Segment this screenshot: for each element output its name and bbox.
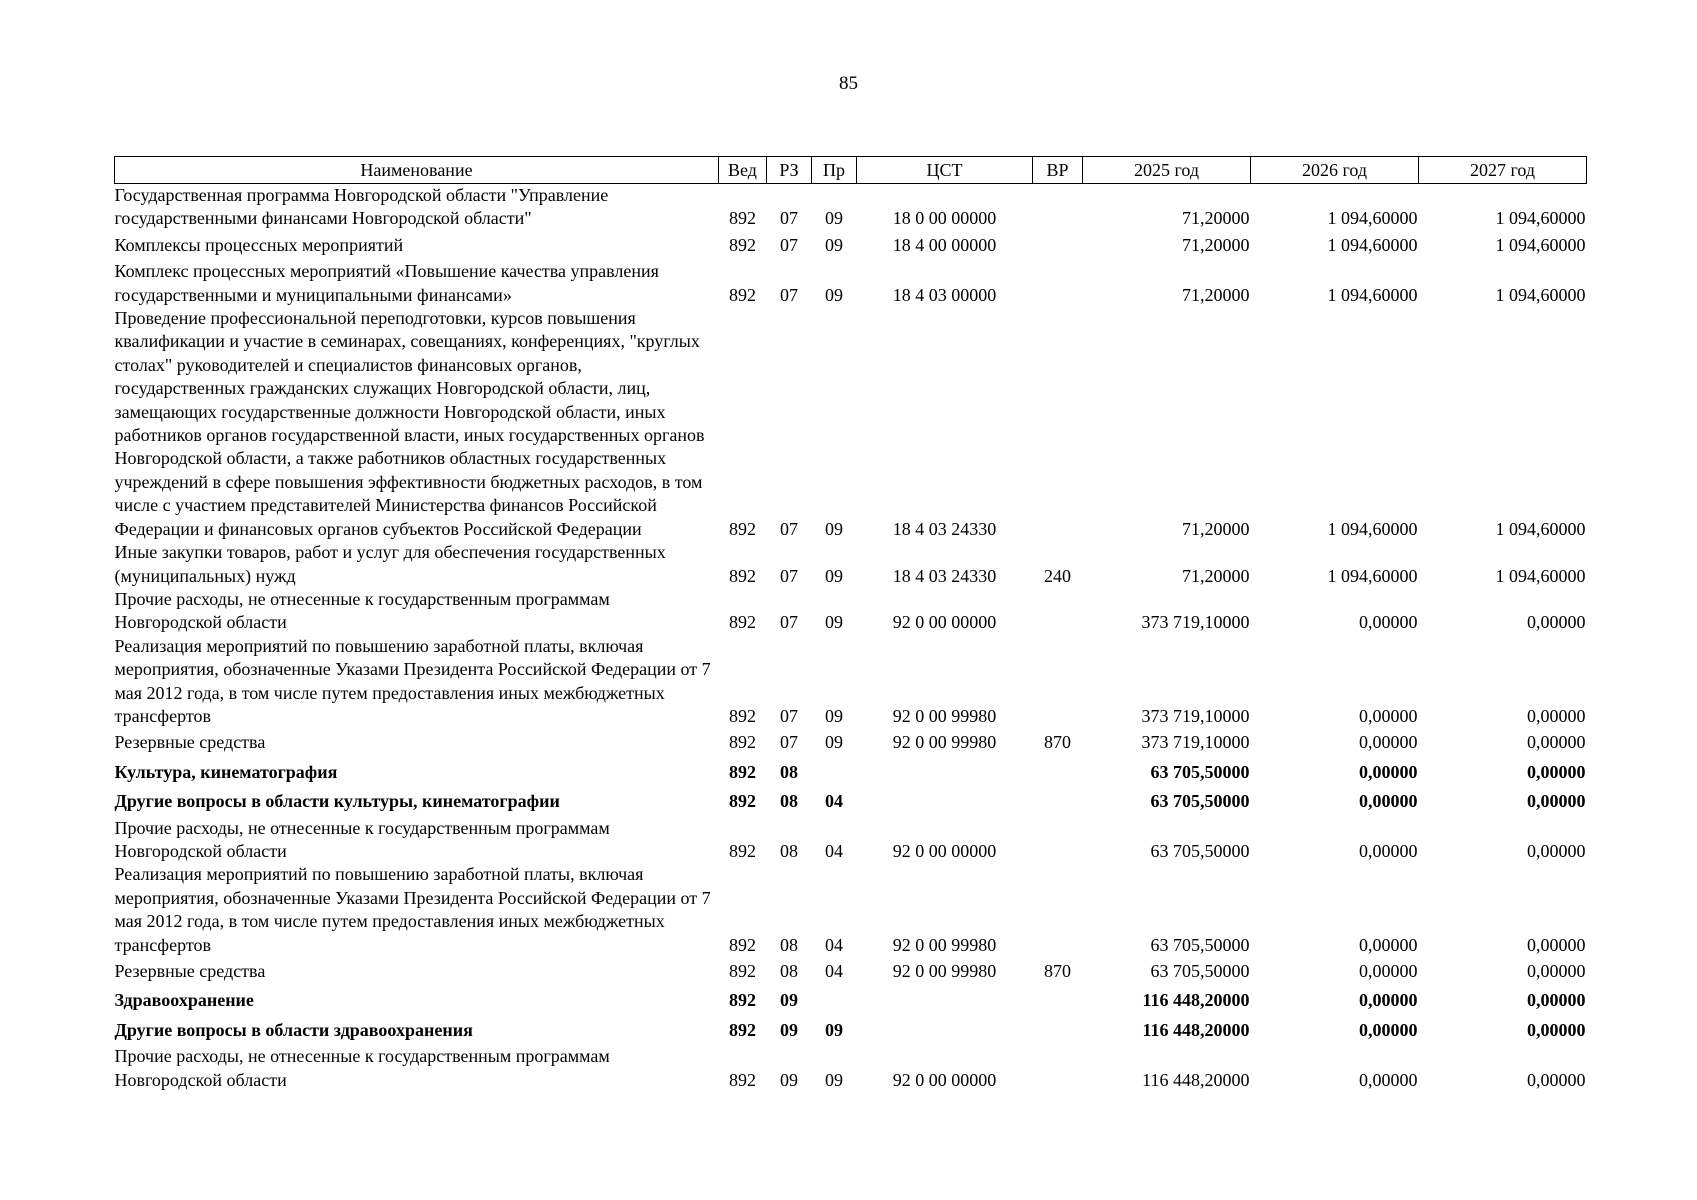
row-ved: 892 xyxy=(729,1019,756,1040)
row-2025: 63 705,50000 xyxy=(1150,934,1250,955)
row-ved: 892 xyxy=(729,791,756,812)
table-body xyxy=(115,184,1587,1093)
row-ved: 892 xyxy=(729,761,756,782)
row-rz: 07 xyxy=(780,705,798,726)
row-2025: 373 719,10000 xyxy=(1141,705,1250,726)
row-name: Другие вопросы в области культуры, кинематографии xyxy=(114,791,560,812)
row-cst: 92 0 00 00000 xyxy=(892,1069,997,1090)
row-rz: 07 xyxy=(780,284,798,305)
table-row xyxy=(115,231,1587,260)
row-2027: 0,00000 xyxy=(1527,840,1586,861)
row-pr: 09 xyxy=(825,612,843,633)
header-pr: Пр xyxy=(812,157,857,184)
row-pr: 09 xyxy=(825,518,843,539)
row-cst xyxy=(857,758,1033,787)
row-pr: 09 xyxy=(825,234,843,255)
row-vr xyxy=(1033,588,1083,635)
row-pr: 04 xyxy=(825,840,843,861)
row-ved: 892 xyxy=(729,1069,756,1090)
row-2025: 71,20000 xyxy=(1182,284,1250,305)
row-pr: 09 xyxy=(825,705,843,726)
row-pr: 04 xyxy=(825,961,843,981)
row-name: Проведение профессиональной переподготовки, курсов повышения квалификации и участие в семинарах, совещаниях, конференциях, "круглых столах" руководителей и специалистов финансовых органов, государственных гражданских служащих Новгородской области, лиц, замещающих государственные должности Новгородской области, иных работников органов государственной власти, иных государственных органов Новгородской области, а также работников областных государственных учреждений в сфере повышения эффективности бюджетных расходов, в том числе с участием представителей Министерства финансов Российской Федерации и финансовых органов субъектов Российской Федерации xyxy=(114,308,705,539)
row-vr xyxy=(1033,1016,1083,1045)
row-2025: 116 448,20000 xyxy=(1142,990,1250,1011)
header-2025: 2025 год xyxy=(1083,157,1251,184)
row-name: Иные закупки товаров, работ и услуг для обеспечения государственных (муниципальных) нужд xyxy=(114,542,666,586)
row-cst xyxy=(857,986,1033,1015)
row-cst: 18 0 00 00000 xyxy=(892,208,997,229)
row-2027: 1 094,60000 xyxy=(1495,208,1586,229)
row-2025: 373 719,10000 xyxy=(1141,732,1250,753)
row-rz: 08 xyxy=(780,840,798,861)
row-2025: 63 705,50000 xyxy=(1150,761,1250,782)
header-name: Наименование xyxy=(115,157,719,184)
row-vr xyxy=(1033,787,1083,816)
row-name: Прочие расходы, не отнесенные к государственным программам Новгородской области xyxy=(114,817,610,861)
row-vr: 870 xyxy=(1044,732,1071,753)
row-pr: 04 xyxy=(825,934,843,955)
header-rz: РЗ xyxy=(767,157,812,184)
row-cst: 92 0 00 00000 xyxy=(892,612,997,633)
row-name: Комплексы процессных мероприятий xyxy=(114,234,404,255)
budget-table xyxy=(114,156,1587,1092)
row-ved: 892 xyxy=(729,732,756,753)
row-name: Культура, кинематография xyxy=(114,761,338,782)
row-2025: 116 448,20000 xyxy=(1142,1019,1250,1040)
row-ved: 892 xyxy=(729,705,756,726)
row-cst: 92 0 00 99980 xyxy=(892,732,997,753)
row-vr xyxy=(1033,986,1083,1015)
row-cst xyxy=(857,787,1033,816)
row-name: Прочие расходы, не отнесенные к государственным программам Новгородской области xyxy=(114,588,610,633)
row-rz: 07 xyxy=(780,234,798,255)
row-2026: 1 094,60000 xyxy=(1327,518,1418,539)
row-cst: 92 0 00 99980 xyxy=(892,705,997,726)
table-row xyxy=(115,635,1587,729)
row-2026: 0,00000 xyxy=(1359,1069,1418,1090)
row-rz: 07 xyxy=(780,565,798,586)
row-2026: 0,00000 xyxy=(1359,612,1418,633)
row-2027: 0,00000 xyxy=(1527,990,1586,1011)
row-2025: 63 705,50000 xyxy=(1150,791,1250,812)
row-rz: 09 xyxy=(780,1019,798,1040)
row-ved: 892 xyxy=(729,208,756,229)
row-ved: 892 xyxy=(729,961,756,981)
row-ved: 892 xyxy=(729,612,756,633)
row-2027: 0,00000 xyxy=(1527,761,1586,782)
row-2027: 1 094,60000 xyxy=(1495,284,1586,305)
row-2025: 71,20000 xyxy=(1182,518,1250,539)
row-2026: 1 094,60000 xyxy=(1327,208,1418,229)
row-2027: 0,00000 xyxy=(1527,612,1586,633)
row-pr: 09 xyxy=(825,208,843,229)
row-rz: 09 xyxy=(780,990,798,1011)
row-2026: 0,00000 xyxy=(1359,791,1418,812)
table-row xyxy=(115,1016,1587,1045)
row-vr xyxy=(1033,635,1083,729)
row-cst: 18 4 03 24330 xyxy=(892,565,997,586)
row-vr xyxy=(1033,184,1083,231)
row-ved: 892 xyxy=(729,234,756,255)
row-2026: 0,00000 xyxy=(1359,934,1418,955)
row-rz: 09 xyxy=(780,1069,798,1090)
table-row xyxy=(115,787,1587,816)
row-ved: 892 xyxy=(729,518,756,539)
row-2025: 71,20000 xyxy=(1182,565,1250,586)
row-2027: 0,00000 xyxy=(1527,732,1586,753)
row-2027: 0,00000 xyxy=(1527,934,1586,955)
row-rz: 08 xyxy=(780,961,798,981)
row-vr: 870 xyxy=(1044,961,1071,981)
row-pr xyxy=(812,758,857,787)
row-2025: 63 705,50000 xyxy=(1150,840,1250,861)
table-row xyxy=(115,957,1587,986)
row-cst: 18 4 03 24330 xyxy=(892,518,997,539)
row-cst: 18 4 03 00000 xyxy=(892,284,997,305)
row-2027: 1 094,60000 xyxy=(1495,518,1586,539)
table-row xyxy=(115,863,1587,957)
row-2027: 0,00000 xyxy=(1527,705,1586,726)
row-2026: 0,00000 xyxy=(1359,961,1418,981)
row-2027: 1 094,60000 xyxy=(1495,565,1586,586)
row-2027: 0,00000 xyxy=(1527,1069,1586,1090)
row-pr: 09 xyxy=(825,565,843,586)
row-2026: 1 094,60000 xyxy=(1327,284,1418,305)
table-row xyxy=(115,817,1587,864)
table-row xyxy=(115,260,1587,307)
page-number: 85 xyxy=(839,73,858,94)
row-cst: 92 0 00 99980 xyxy=(892,961,997,981)
row-2026: 0,00000 xyxy=(1359,761,1418,782)
row-2025: 373 719,10000 xyxy=(1141,612,1250,633)
row-cst xyxy=(857,1016,1033,1045)
row-ved: 892 xyxy=(729,565,756,586)
row-2026: 1 094,60000 xyxy=(1327,565,1418,586)
table-row xyxy=(115,307,1587,541)
table-row xyxy=(115,184,1587,231)
header-2027: 2027 год xyxy=(1419,157,1587,184)
table-row xyxy=(115,758,1587,787)
row-2027: 0,00000 xyxy=(1527,791,1586,812)
row-name: Здравоохранение xyxy=(114,990,254,1011)
row-pr: 04 xyxy=(825,791,843,812)
row-2025: 71,20000 xyxy=(1182,208,1250,229)
row-cst: 92 0 00 99980 xyxy=(892,934,997,955)
row-2026: 0,00000 xyxy=(1359,732,1418,753)
row-cst: 18 4 00 00000 xyxy=(892,234,997,255)
table-row xyxy=(115,588,1587,635)
row-ved: 892 xyxy=(729,990,756,1011)
row-rz: 07 xyxy=(780,518,798,539)
row-name: Резервные средства xyxy=(114,732,266,753)
row-ved: 892 xyxy=(729,840,756,861)
row-ved: 892 xyxy=(729,284,756,305)
row-name: Комплекс процессных мероприятий «Повышение качества управления государственными и муниципальными финансами» xyxy=(114,261,659,305)
row-name: Другие вопросы в области здравоохранения xyxy=(114,1019,473,1040)
header-ved: Вед xyxy=(719,157,767,184)
row-name: Резервные средства xyxy=(114,961,266,981)
row-ved: 892 xyxy=(729,934,756,955)
row-name: Прочие расходы, не отнесенные к государственным программам Новгородской области xyxy=(114,1046,610,1090)
row-pr xyxy=(812,986,857,1015)
row-rz: 07 xyxy=(780,732,798,753)
row-cst: 92 0 00 00000 xyxy=(892,840,997,861)
row-vr xyxy=(1033,307,1083,541)
row-vr xyxy=(1033,260,1083,307)
row-2026: 0,00000 xyxy=(1359,840,1418,861)
row-rz: 07 xyxy=(780,612,798,633)
row-rz: 08 xyxy=(780,761,798,782)
table-header-row xyxy=(115,157,1587,184)
table-row xyxy=(115,1045,1587,1092)
row-vr xyxy=(1033,1045,1083,1092)
row-2026: 0,00000 xyxy=(1359,990,1418,1011)
row-rz: 07 xyxy=(780,208,798,229)
table-row xyxy=(115,728,1587,757)
row-vr xyxy=(1033,758,1083,787)
header-cst: ЦСТ xyxy=(857,157,1033,184)
row-2026: 0,00000 xyxy=(1359,705,1418,726)
row-rz: 08 xyxy=(780,934,798,955)
table-row xyxy=(115,986,1587,1015)
row-pr: 09 xyxy=(825,284,843,305)
row-2025: 63 705,50000 xyxy=(1150,961,1250,981)
row-2025: 71,20000 xyxy=(1182,234,1250,255)
table-row xyxy=(115,541,1587,588)
row-2026: 0,00000 xyxy=(1359,1019,1418,1040)
row-2027: 1 094,60000 xyxy=(1495,234,1586,255)
row-2026: 1 094,60000 xyxy=(1327,234,1418,255)
row-pr: 09 xyxy=(825,1019,843,1040)
row-name: Реализация мероприятий по повышению заработной платы, включая мероприятия, обозначенные Указами Президента Российской Федерации от 7 мая 2012 года, в том числе путем предоставления иных межбюджетных трансфертов xyxy=(114,635,711,726)
row-name: Государственная программа Новгородской области "Управление государственными финансами Новгородской области" xyxy=(114,185,609,229)
row-vr xyxy=(1033,817,1083,864)
row-vr: 240 xyxy=(1044,565,1071,586)
row-name: Реализация мероприятий по повышению заработной платы, включая мероприятия, обозначенные Указами Президента Российской Федерации от 7 мая 2012 года, в том числе путем предоставления иных межбюджетных трансфертов xyxy=(114,864,711,955)
row-vr xyxy=(1033,231,1083,260)
row-2027: 0,00000 xyxy=(1527,961,1586,981)
header-vr: ВР xyxy=(1033,157,1083,184)
row-2027: 0,00000 xyxy=(1527,1019,1586,1040)
row-rz: 08 xyxy=(780,791,798,812)
row-vr xyxy=(1033,863,1083,957)
row-pr: 09 xyxy=(825,732,843,753)
row-2025: 116 448,20000 xyxy=(1142,1069,1250,1090)
row-pr: 09 xyxy=(825,1069,843,1090)
header-2026: 2026 год xyxy=(1251,157,1419,184)
